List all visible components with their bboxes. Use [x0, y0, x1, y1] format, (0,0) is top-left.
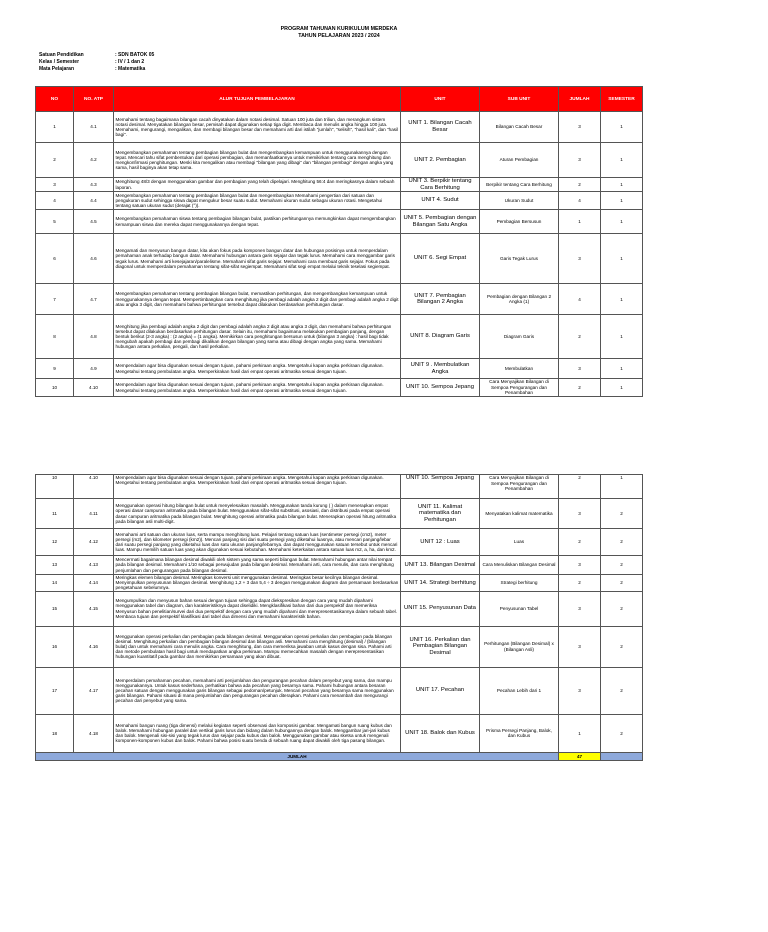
- table-row: [36, 192, 643, 210]
- unit-name: UNIT 1. Bilangan Cacah Besar: [401, 112, 480, 143]
- jumlah-value: 3: [559, 143, 601, 178]
- jumlah-value: 2: [559, 529, 601, 556]
- table-row: [36, 499, 643, 529]
- jumlah-value: 2: [559, 178, 601, 192]
- sub-unit-name: Strategi berhitung: [480, 575, 559, 592]
- tujuan-text: Memahami bangun ruang (tiga dimensi) melalui kegiatan seperti observasi dan komposisi gambar. Mengamati bangun ruang kubus dan balok. Memahami hubungan paralel dan vertikal garis lurus dan bidang dalam hubungannya dengan balok. Menggambar jari-jari kubus dan balok. Mengenali sisi-sisi yang tegak lurus dan sejajar pada kubus dan balok. Menggunakan gambar atau sketsa untuk mengenali komponen-komponen kubus dan balok. Pahami bahwa posisi suatu benda di sebuah ruang dapat diwakili oleh tiga pasang bilangan.: [114, 714, 401, 752]
- page-one: [35, 0, 643, 440]
- unit-name: UNIT 11. Kalimat matematika dan Perhitungan: [401, 499, 480, 529]
- atp-number: 4.3: [74, 178, 114, 192]
- col-header-atp: NO. ATP: [74, 87, 114, 112]
- unit-name: UNIT 3. Berpikir tentang Cara Berhitung: [401, 178, 480, 192]
- row-number: 2: [36, 143, 74, 178]
- page-two: [35, 475, 643, 816]
- meta-value: : SDN BATOK 05: [115, 52, 155, 58]
- jumlah-value: 3: [559, 556, 601, 575]
- sub-unit-name: Perhitungan (Bilangan Desimal) x (Bilangan Asli): [480, 626, 559, 667]
- tujuan-text: Mengembangkan pemahaman siswa tentang pembagian bilangan bulat, pastikan perhitungannya memungkinkan dapat mengembangkan kemampuan siswa dan mereka dapat menggunakannya dengan tepat.: [114, 210, 401, 234]
- row-number: 8: [36, 315, 74, 359]
- semester-value: 1: [601, 379, 643, 397]
- sub-unit-name: Menyatakan kalimat matematika: [480, 499, 559, 529]
- semester-value: 1: [601, 315, 643, 359]
- sub-unit-name: Pembagian Bersusun: [480, 210, 559, 234]
- table-row: [36, 379, 643, 397]
- tujuan-text: Memahami tentang bagaimana bilangan cacah dinyatakan dalam notasi desimal. Satuan 100 juta dan triliun, dan merangkum sistem notasi desimal. Menyatakan bilangan besar, pemisah dapat digunakan setiap tiga digit. Membaca dan menulis angka hingga 100 juta. Memahami, mengurangi, mengalikan, dan membagi bilangan besar dan memahami arti dari istilah "jumlah", "selisih", "hasil kali", dan "hasil bagi".: [114, 112, 401, 143]
- table-row: [36, 112, 643, 143]
- program-table-page-2: [35, 474, 643, 761]
- row-number: 18: [36, 714, 74, 752]
- unit-name: UNIT 8. Diagram Garis: [401, 315, 480, 359]
- table-row: [36, 143, 643, 178]
- sub-unit-name: Cara Menyajikan Bilangan di Sempoa Pengurangan dan Penambahan: [480, 475, 559, 499]
- sub-unit-name: Berpikir tentang Cara Berhitung: [480, 178, 559, 192]
- atp-number: 4.10: [74, 475, 114, 499]
- row-number: 6: [36, 234, 74, 284]
- table-row: [36, 529, 643, 556]
- semester-value: 2: [601, 575, 643, 592]
- tujuan-text: Mempendalam agar bisa digunakan sesuai dengan tujuan, pahami perkiraan angka. Mengetahui kapan angka perkiraan digunakan. Mengetahui tentang pembulatan angka. Memperkirakan hasil dari empat operasi aritmatika sesuai dengan tujuan.: [114, 475, 401, 499]
- table-row: [36, 210, 643, 234]
- semester-value: 2: [601, 556, 643, 575]
- semester-value: 2: [601, 529, 643, 556]
- row-number: 17: [36, 667, 74, 714]
- unit-name: UNIT 13. Bilangan Desimal: [401, 556, 480, 575]
- semester-value: 1: [601, 143, 643, 178]
- unit-name: UNIT 10. Sempoa Jepang: [401, 379, 480, 397]
- jumlah-value: 4: [559, 192, 601, 210]
- jumlah-value: 4: [559, 284, 601, 315]
- row-number: 16: [36, 626, 74, 667]
- row-number: 10: [36, 379, 74, 397]
- row-number: 5: [36, 210, 74, 234]
- tujuan-text: Mencermati bagaimana bilangan desimal diwakili oleh sistem yang sama seperti bilangan bulat. Memahami hubungan antar nilai tempat pada bilangan desimal. Memahami 1/10 sebagai perwujudan pada bilangan desimal. Memahami arti, cara menulis, dan cara menghitung penjumlahan dan pengurangan pada bilangan desimal.: [114, 556, 401, 575]
- row-number: 4: [36, 192, 74, 210]
- atp-number: 4.18: [74, 714, 114, 752]
- jumlah-value: 3: [559, 499, 601, 529]
- row-number: 13: [36, 556, 74, 575]
- table-row-continued: [36, 475, 643, 499]
- meta-label: Mata Pelajaran: [39, 66, 75, 73]
- unit-name: UNIT 16. Perkalian dan Pembagian Bilangan Desimal: [401, 626, 480, 667]
- jumlah-value: 3: [559, 112, 601, 143]
- row-number: 10: [36, 475, 74, 499]
- tujuan-text: Memperdalam pemahaman pecahan, memahami arti penjumlahan dan pengurangan pecahan dalam penyebut yang sama, dan mampu menggunakannya. Untuk kasus sederhana, perhatikan bahwa ada pecahan yang besarnya sama. Pahami hubungan antara besaran pecahan satuan dengan menggunakan garis bilangan sebagai pedoman/petunjuk. Mencari pecahan yang besarnya sama menggunakan garis bilangan. Pahami situasi di mana penjumlahan dan pengurangan pecahan diterapkan. Pahami cara menambah dan mengurangi pecahan dari penyebut yang sama.: [114, 667, 401, 714]
- table-row: [36, 556, 643, 575]
- semester-value: 1: [601, 284, 643, 315]
- meta-label: Satuan Pendidikan: [39, 52, 84, 58]
- col-header-jumlah: JUMLAH: [559, 87, 601, 112]
- jumlah-value: 2: [559, 575, 601, 592]
- table-row: [36, 178, 643, 192]
- atp-number: 4.13: [74, 556, 114, 575]
- col-header-semester: SEMESTER: [601, 87, 643, 112]
- unit-name: UNIT 2. Pembagian: [401, 143, 480, 178]
- unit-name: UNIT 15. Penyusunan Data: [401, 591, 480, 626]
- tujuan-text: Menggunakan operasi perkalian dan pembagian pada bilangan desimal. Menggunakan operasi perkalian dan pembagian pada bilangan desimal. Menghitung perkalian dan pembagian bilangan desimal dan bilangan asli. Memahami cara menghitung (desimal) / (bilangan bulat) dan untuk memahami cara menulis angka. Cara menghitung, dan cara memeriksa jawaban untuk kasus dengan sisa. Pahami arti dan metode pembulatan hasil bagi untuk mendapatkan angka perkiraan. Mampu memecahkan masalah dengan merepresentasikan hubungan kuantitatif pada gambar dan memikirkan persamaan yang akan dibuat.: [114, 626, 401, 667]
- jumlah-value: 3: [559, 591, 601, 626]
- jumlah-value: 3: [559, 359, 601, 379]
- sub-unit-name: Membulatkan: [480, 359, 559, 379]
- sub-unit-name: Luas: [480, 529, 559, 556]
- meta-row: [39, 66, 154, 73]
- semester-value: 1: [601, 210, 643, 234]
- atp-number: 4.15: [74, 591, 114, 626]
- col-header-tujuan: ALUR TUJUAN PEMBELAJARAN: [114, 87, 401, 112]
- atp-number: 4.1: [74, 112, 114, 143]
- unit-name: UNIT 18. Balok dan Kubus: [401, 714, 480, 752]
- semester-value: 1: [601, 192, 643, 210]
- row-number: 1: [36, 112, 74, 143]
- col-header-no: NO: [36, 87, 74, 112]
- col-header-unit: UNIT: [401, 87, 480, 112]
- table-row: [36, 591, 643, 626]
- semester-value: 2: [601, 714, 643, 752]
- row-number: 3: [36, 178, 74, 192]
- unit-name: UNIT 7. Pembagian Bilangan 2 Angka: [401, 284, 480, 315]
- tujuan-text: Mengembangkan pemahaman tentang pembagian bilangan bulat dan mengembangkan kemampuan untuk menggunakannya dengan tepat. Mencari tahu sifat pembentukan dari operasi pembagian, dan memanfaatkannya untuk memikirkan tentang cara menghitung dan mengkonfirmasi penghitungan. Meski kita mengalikan atau membagi "bilangan yang dibagi" dan "bilangan pembagi" dengan angka yang sama, hasil baginya akan tetap sama.: [114, 143, 401, 178]
- tujuan-text: Mempendalam agar bisa digunakan sesuai dengan tujuan, pahami perkiraan angka. Mengetahui kapan angka perkiraan digunakan. Mengetahui tentang pembulatan angka. Memperkirakan hasil dari empat operasi aritmatika sesuai dengan tujuan.: [114, 359, 401, 379]
- table-header-row: [36, 87, 643, 112]
- table-body: [36, 475, 643, 753]
- program-table-page-1: [35, 86, 643, 397]
- tujuan-text: Mengembangkan pemahaman tentang pembagian bilangan bulat, memastikan perhitungan, dan mengembangkan kemampuan untuk menggunakannya dengan tepat. Mempertimbangkan cara menghitung jika pembagi adalah angka 2 digit dan pembagi adalah angka 2 digit atau angka 3 digit, dan memahami bahwa perhitungan tersebut dapat dilakukan berdasarkan perhitungan dasar.: [114, 284, 401, 315]
- tujuan-text: Memahami arti satuan dan ukuran luas, serta mampu menghitung luas. Pelajari tentang satuan luas (sentimeter persegi (cm2), meter persegi (m2), dan kilometer persegi (km2)). Mencari panjang sisi dari suatu persegi yang diketahui luasnya, atau mencari panjang/lebar dari suatu persegi panjang yang diketahui luas dan satu ukuran panjang/lebarnya. dan dapat menggunakan satuan tersebut untuk mencari luas. Mampu memilih satuan luas yang akan digunakan sesuai kebutuhan. Memahami keterkaitan antara satuan luas m2, a, ha, dan km2.: [114, 529, 401, 556]
- sub-unit-name: Penyusunan Tabel: [480, 591, 559, 626]
- meta-value: : IV / 1 dan 2: [115, 59, 145, 66]
- meta-value: : Matematika: [115, 66, 146, 73]
- tujuan-text: Menghitung 48/3 dengan menggunakan gambar dan pembagian yang telah dipelajari. Menghitung 56:4 dan meringkasnya dalam sebuah laporan.: [114, 178, 401, 192]
- unit-name: UNIT 17. Pecahan: [401, 667, 480, 714]
- jumlah-value: 1: [559, 714, 601, 752]
- meta-row: [39, 59, 154, 66]
- total-row: [36, 752, 643, 760]
- semester-value: 1: [601, 112, 643, 143]
- table-row: [36, 234, 643, 284]
- unit-name: UNIT 12 : Luas: [401, 529, 480, 556]
- total-value: 47: [559, 752, 601, 760]
- sub-unit-name: Pecahan Lebih dari 1: [480, 667, 559, 714]
- sub-unit-name: Bilangan Cacah Besar: [480, 112, 559, 143]
- table-row: [36, 284, 643, 315]
- semester-value: 1: [601, 178, 643, 192]
- jumlah-value: 3: [559, 667, 601, 714]
- atp-number: 4.4: [74, 192, 114, 210]
- atp-number: 4.8: [74, 315, 114, 359]
- sub-unit-name: Garis Tegak Lurus: [480, 234, 559, 284]
- unit-name: UNIT 9 . Membulatkan Angka: [401, 359, 480, 379]
- unit-name: UNIT 14. Strategi berhitung: [401, 575, 480, 592]
- unit-name: UNIT 5. Pembagian dengan Bilangan Satu Angka: [401, 210, 480, 234]
- semester-value: 2: [601, 499, 643, 529]
- sub-unit-name: Ukuran Sudut: [480, 192, 559, 210]
- col-header-sub-unit: SUB UNIT: [480, 87, 559, 112]
- meta-label: Kelas / Semester: [39, 59, 80, 66]
- sub-unit-name: Pembagian dengan Bilangan 2 Angka (1): [480, 284, 559, 315]
- total-label: JUMLAH: [36, 752, 559, 760]
- atp-number: 4.11: [74, 499, 114, 529]
- tujuan-text: Menghitung jika pembagi adalah angka 2 digit dan pembagi adalah angka 2 digit atau angka 3 digit, dan memahami bahwa perhitungan tersebut dapat dilakukan berdasarkan perhitungan dasar. Selain itu, memahami bagaimana melakukan pembagian panjang, dengan bentuk berikut (2-3 angka) : (2 angka) = (1 angka). Memikirkan cara penghitungan bersusun untuk (bilangan 3 angka) : hasil bagi tidak mengubah apakah pembagi dan pembagi dikalikan dengan bilangan yang sama atau dibagi dengan angka yang sama. Memahami hubungan antara perkalian, pengali, dan hasil perkalian.: [114, 315, 401, 359]
- semester-value: 1: [601, 359, 643, 379]
- tujuan-text: Mempendalam agar bisa digunakan sesuai dengan tujuan, pahami perkiraan angka. Mengetahui kapan angka perkiraan digunakan. Mengetahui tentang pembulatan angka. Memperkirakan hasil dari empat operasi aritmatika sesuai dengan tujuan.: [114, 379, 401, 397]
- row-number: 7: [36, 284, 74, 315]
- semester-value: 2: [601, 626, 643, 667]
- row-number: 15: [36, 591, 74, 626]
- title-line-2: TAHUN PELAJARAN 2023 / 2024: [298, 33, 380, 39]
- unit-name: UNIT 10. Sempoa Jepang: [401, 475, 480, 499]
- table-row: [36, 575, 643, 592]
- semester-value: 1: [601, 234, 643, 284]
- unit-name: UNIT 6. Segi Empat: [401, 234, 480, 284]
- atp-number: 4.12: [74, 529, 114, 556]
- sub-unit-name: Cara Menyajikan Bilangan di Sempoa Pengurangan dan Penambahan: [480, 379, 559, 397]
- row-number: 11: [36, 499, 74, 529]
- table-row: [36, 315, 643, 359]
- atp-number: 4.9: [74, 359, 114, 379]
- tujuan-text: Mengamati dan menyusun bangun datar, kita akan fokus pada komponen bangun datar dan hubungan posisinya untuk memperdalam pemahaman anak terhadap bangun datar. Memahami hubungan antara garis sejajar dan tegak lurus. Memahami cara menggambar garis tegak lurus. Memahami arti kesejajaran/paralelisme. Memahami sifat garis sejajar. Memahami cara membuat garis sejajar. Fokus pada diagonal untuk memperdalam pemahaman tentang sifat-sifat segiempat. Memahami sifat segi empat melalui teknik teselasi segiempat.: [114, 234, 401, 284]
- table-row: [36, 359, 643, 379]
- tujuan-text: Mengembangkan pemahaman tentang pembagian bilangan bulat dan mengembangkan Memahami pengertian dari satuan dan pengukuran sudut sehingga siswa dapat mengukur besar suatu sudut. Memahami ukuran sudut sebagai ukuran rotasi. Mengetahui tentang satuan ukuran sudut (derajat (°)).: [114, 192, 401, 210]
- title-line-1: PROGRAM TAHUNAN KURIKULUM MERDEKA: [280, 26, 398, 32]
- atp-number: 4.17: [74, 667, 114, 714]
- row-number: 9: [36, 359, 74, 379]
- table-row: [36, 714, 643, 752]
- jumlah-value: 3: [559, 626, 601, 667]
- sub-unit-name: Prisma Persegi Panjang, Balok, dan Kubus: [480, 714, 559, 752]
- atp-number: 4.10: [74, 379, 114, 397]
- table-row: [36, 667, 643, 714]
- semester-value: 2: [601, 591, 643, 626]
- jumlah-value: 2: [559, 475, 601, 499]
- sub-unit-name: Diagram Garis: [480, 315, 559, 359]
- semester-value: 1: [601, 475, 643, 499]
- document-title: [35, 26, 643, 40]
- atp-number: 4.6: [74, 234, 114, 284]
- jumlah-value: 2: [559, 315, 601, 359]
- tujuan-text: Meringkas elemen bilangan desimal. Meringkas konversi unit menggunakan desimal. Meringkas besar kecilnya bilangan desimal. Menyimpulkan penyusunan bilangan desimal. Menghitung 1,2 + 3 dan 5,4 ÷ 3 dengan menggunakan diagram dan persamaan berdasarkan pengetahuan sebelumnya.: [114, 575, 401, 592]
- tujuan-text: Mengumpulkan dan menyusun bahan sesuai dengan tujuan sehingga dapat diekspresikan dengan cara yang mudah dipahami menggunakan tabel dan diagram, dan karakteristiknya dapat diselidiki. Mengklasifikasi bahan dari dua perspektif dan memeriksa Menyusun bahan penelitian/survei dari dua perspektif dengan cara yang mudah dipahami dan merepresentasikannya dalam sebuah tabel. Membaca tujuan dan perspektif klasifikasi dari tabel dua dimensi dan memahami karakteristik bahan.: [114, 591, 401, 626]
- semester-value: 2: [601, 667, 643, 714]
- jumlah-value: 1: [559, 210, 601, 234]
- table-row: [36, 626, 643, 667]
- row-number: 12: [36, 529, 74, 556]
- row-number: 14: [36, 575, 74, 592]
- sub-unit-name: Aturan Pembagian: [480, 143, 559, 178]
- total-empty-cell: [601, 752, 643, 760]
- meta-row: [39, 52, 154, 59]
- atp-number: 4.7: [74, 284, 114, 315]
- tujuan-text: Menggunakan operasi hitung bilangan bulat untuk menyelesaikan masalah. Menggunakan tanda kurung ( ) dalam menerapkan empat operasi dasar campuran aritmatika pada bilangan bulat. Menggunakan sifat-sifat substitusi, asosiasi, dan distribusi pada empat operasi dasar campuran aritmatika pada bilangan bulat. Menghitung operasi aritmatika pada bilangan bulat. Menerapkan operasi hitung aritmatika pada bilangan asli multi-digit.: [114, 499, 401, 529]
- atp-number: 4.5: [74, 210, 114, 234]
- jumlah-value: 3: [559, 234, 601, 284]
- jumlah-value: 2: [559, 379, 601, 397]
- document-meta: [39, 52, 154, 74]
- table-body: [36, 112, 643, 397]
- unit-name: UNIT 4. Sudut: [401, 192, 480, 210]
- atp-number: 4.2: [74, 143, 114, 178]
- sub-unit-name: Cara Menuliskan Bilangan Desimal: [480, 556, 559, 575]
- atp-number: 4.14: [74, 575, 114, 592]
- atp-number: 4.16: [74, 626, 114, 667]
